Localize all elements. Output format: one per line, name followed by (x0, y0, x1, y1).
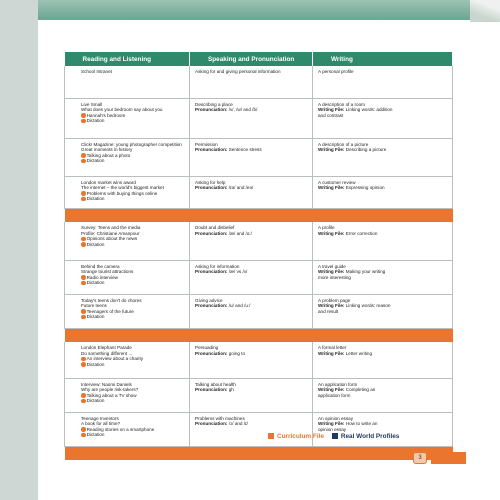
audio-badge-icon (81, 357, 86, 362)
cell-line: Opinions about the news (81, 236, 185, 242)
cell-line: Radio interview (81, 275, 185, 281)
cell-line: Great moments in history (81, 147, 133, 153)
cell-line: Interview: Naomi Daniels (81, 381, 132, 387)
syllabus-table (64, 52, 453, 460)
separator-cell (65, 328, 453, 342)
cell-line: Pronunciation: /æ/ vs /ʌ/ (195, 269, 248, 275)
table-cell (65, 138, 190, 176)
cell-line: What does your bedroom say about you (81, 107, 163, 113)
cell-line: Asking for and giving personal information (195, 69, 281, 74)
cell-line: Pronunciation: going to (195, 350, 246, 356)
cell-line: Doubt and disbelief (195, 225, 235, 230)
cell-line: Writing File: How to write an (318, 421, 378, 427)
cell-line: Dictation (81, 118, 185, 124)
cell-line: Writing File: Linking words: reason (318, 303, 391, 309)
cell-line: more interesting (318, 274, 351, 280)
cell-line: Writing File: Error correction (318, 230, 378, 236)
table-cell (313, 342, 453, 378)
legend-curriculum: Curriculum File (268, 433, 324, 440)
legend (268, 433, 399, 440)
cell-line: Describing a place (195, 101, 233, 107)
header-reading-listening: Reading and Listening (65, 52, 190, 66)
page-curl (470, 0, 500, 22)
cell-line: Dictation (81, 280, 185, 286)
table-header-row (65, 52, 453, 66)
cell-line: Asking for help (195, 179, 226, 185)
table-row (65, 176, 453, 208)
unit-separator (65, 446, 453, 460)
audio-badge-icon (81, 159, 86, 164)
cell-line: Problems with buying things online (81, 191, 185, 197)
audio-badge-icon (81, 119, 86, 124)
cell-line: and contrast (318, 112, 344, 118)
audio-badge-icon (81, 281, 86, 286)
cell-line: Pronunciation: gh (195, 387, 234, 393)
table-cell (190, 176, 313, 208)
cell-line: Dictation (81, 432, 185, 438)
cell-line: Dictation (81, 242, 185, 248)
table-cell (313, 378, 453, 412)
top-banner (38, 0, 500, 20)
cell-line: Teenage Inventors (81, 415, 119, 421)
table-cell (65, 98, 190, 138)
cell-line: A personal profile (318, 69, 354, 74)
cell-line: The internet – the world's biggest market (81, 185, 164, 191)
table-cell (65, 260, 190, 294)
table-cell (65, 66, 190, 98)
cell-line: An application form (318, 381, 358, 387)
cell-line: Today's teens don't do chores (81, 297, 142, 303)
cell-line: A travel guide (318, 263, 346, 269)
cell-line: Dictation (81, 158, 185, 164)
audio-badge-icon (81, 197, 86, 202)
cell-line: Teenagers of the future (81, 309, 185, 315)
cell-line: Dictation (81, 362, 185, 368)
page-number-bar (431, 452, 466, 464)
page-number: 3 (413, 452, 427, 464)
table-cell (313, 66, 453, 98)
unit-separator (65, 208, 453, 222)
cell-line: Talking about a TV show (81, 393, 185, 399)
audio-badge-icon (81, 427, 86, 432)
cell-line: A problem page (318, 297, 351, 303)
table-cell (190, 412, 313, 446)
table-row (65, 412, 453, 446)
table-cell (190, 138, 313, 176)
header-writing: Writing (313, 52, 453, 66)
cell-line: Writing File: Making your writing (318, 269, 386, 275)
textbook-page (38, 0, 500, 500)
cell-line: Pronunciation: /v/, /w/ and /b/ (195, 107, 258, 113)
cell-line: Writing File: Expressing opinion (318, 185, 385, 191)
table-cell (313, 412, 453, 446)
navy-square-icon (332, 433, 338, 439)
cell-line: A description of a picture (318, 141, 369, 147)
cell-line: Hannah's bedroom (81, 113, 185, 119)
cell-line: application form (318, 392, 351, 398)
table-cell (313, 138, 453, 176)
table-row (65, 378, 453, 412)
cell-line: Pronunciation: /ɪə/ and /eə/ (195, 185, 254, 191)
table-cell (190, 222, 313, 260)
table-row (65, 138, 453, 176)
table-cell (65, 342, 190, 378)
table-cell (65, 222, 190, 260)
cell-line: Pronunciation: /ɔ/ and /ɪ/ (195, 421, 248, 427)
cell-line: Strange tourist attractions (81, 269, 134, 275)
table-cell (190, 378, 313, 412)
unit-separator (65, 328, 453, 342)
cell-line: Do something different ... (81, 350, 133, 356)
cell-line: A book for all time? (81, 421, 121, 427)
table-cell (65, 294, 190, 328)
cell-line: Writing File: Completing an (318, 387, 376, 393)
audio-badge-icon (81, 275, 86, 280)
cell-line: Permission (195, 141, 218, 147)
cell-line: A customer review (318, 179, 356, 185)
cell-line: London market wins award (81, 179, 136, 185)
cell-line: Pronunciation: /æ/ and /ɑː/ (195, 230, 252, 236)
cell-line: Writing File: Letter writing (318, 350, 373, 356)
cell-line: Survey: Teens and the media (81, 225, 141, 230)
audio-badge-icon (81, 242, 86, 247)
table-cell (190, 294, 313, 328)
cell-line: Pronunciation: Sentence stress (195, 147, 262, 153)
orange-square-icon (268, 433, 274, 439)
table-row (65, 294, 453, 328)
cell-line: Pronunciation: /ʊ/ and /uː/ (195, 303, 251, 309)
audio-badge-icon (81, 362, 86, 367)
table-cell (313, 176, 453, 208)
audio-badge-icon (81, 237, 86, 242)
cell-line: Dictation (81, 196, 185, 202)
table-cell (190, 66, 313, 98)
cell-line: Dictation (81, 398, 185, 404)
header-speaking-pronunciation: Speaking and Pronunciation (190, 52, 313, 66)
cell-line: Writing File: Linking words: addition (318, 107, 393, 113)
table-row (65, 222, 453, 260)
cell-line: Reading stories on a smartphone (81, 427, 185, 433)
cell-line: opinion essay (318, 426, 347, 432)
cell-line: A profile (318, 225, 335, 230)
cell-line: Dictation (81, 314, 185, 320)
audio-badge-icon (81, 393, 86, 398)
cell-line: Writing File: Describing a picture (318, 147, 387, 153)
audio-badge-icon (81, 309, 86, 314)
table-cell (65, 412, 190, 446)
table-cell (313, 222, 453, 260)
table-row (65, 66, 453, 98)
table-row (65, 260, 453, 294)
separator-cell (65, 208, 453, 222)
cell-line: Persuading (195, 345, 219, 350)
cell-line: An interview about a charity (81, 356, 185, 362)
cell-line: and result (318, 308, 339, 314)
cell-line: A description of a room (318, 101, 365, 107)
audio-badge-icon (81, 399, 86, 404)
table-cell (313, 260, 453, 294)
cell-line: School Intranet (81, 69, 112, 74)
legend-realworld: Real World Profiles (332, 433, 399, 440)
table-cell (190, 98, 313, 138)
cell-line: Live Small (81, 101, 103, 107)
cell-line: Problems with machines (195, 415, 245, 421)
separator-cell (65, 446, 453, 460)
cell-line: Future teens (81, 303, 107, 309)
table-cell (190, 260, 313, 294)
cell-line: An opinion essay (318, 415, 353, 421)
table-row (65, 342, 453, 378)
audio-badge-icon (81, 153, 86, 158)
cell-line: London Elephant Parade (81, 345, 132, 350)
cell-line: Click! Magazine: young photographer competition (81, 141, 182, 147)
cell-line: Giving advice (195, 297, 223, 303)
cell-line: Behind the camera (81, 263, 120, 269)
audio-badge-icon (81, 433, 86, 438)
table-cell (65, 176, 190, 208)
table-cell (190, 342, 313, 378)
cell-line: Why are people risk-takers? (81, 387, 139, 393)
table-row (65, 98, 453, 138)
audio-badge-icon (81, 113, 86, 118)
cell-line: A formal letter (318, 345, 347, 350)
table-cell (65, 378, 190, 412)
audio-badge-icon (81, 191, 86, 196)
cell-line: Talking about a photo (81, 153, 185, 159)
audio-badge-icon (81, 315, 86, 320)
cell-line: Profile: Christiane Amanpour (81, 230, 140, 236)
table-cell (313, 294, 453, 328)
table-cell (313, 98, 453, 138)
cell-line: Asking for information (195, 263, 240, 269)
cell-line: Talking about health (195, 381, 236, 387)
